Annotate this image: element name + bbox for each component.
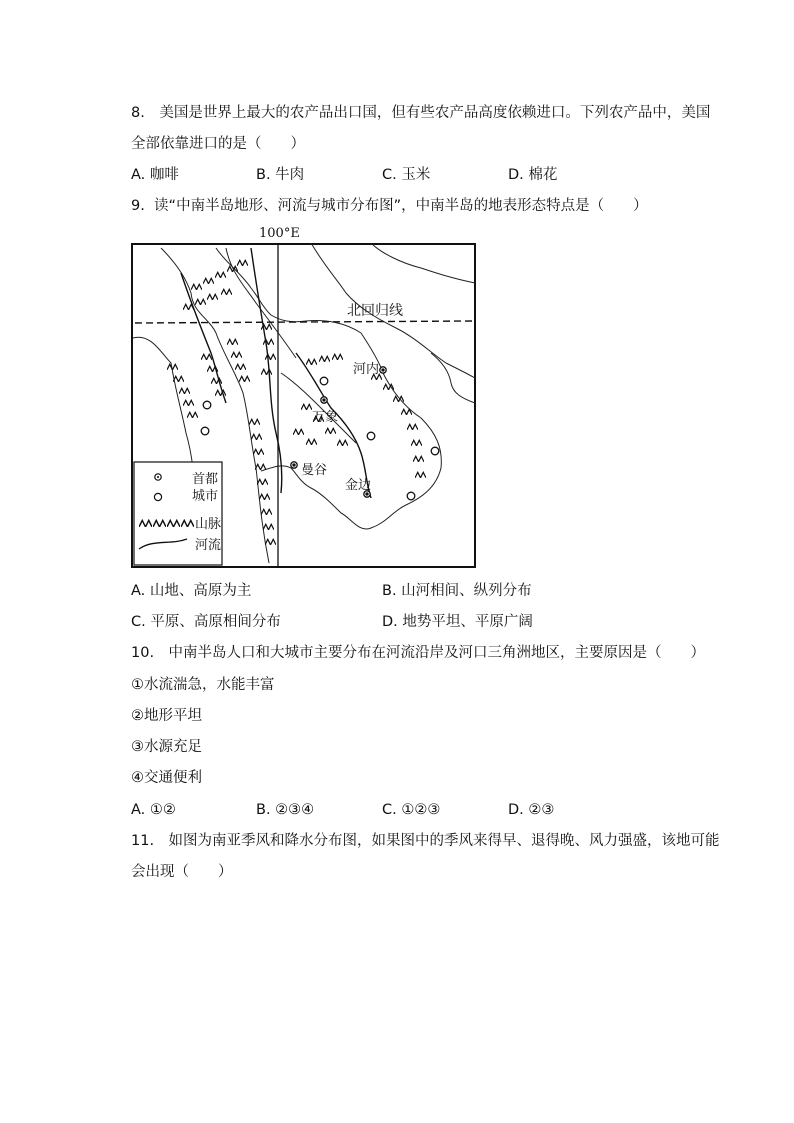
map-longitude-label: 100°E — [259, 226, 300, 241]
q9-stem: 9. 读“中南半岛地形、河流与城市分布图”，中南半岛的地表形态特点是（ ） — [131, 198, 648, 214]
legend-mountains: 山脉 — [195, 517, 222, 532]
city-label-vientiane: 万象 — [312, 410, 339, 425]
q10-stem: 10. 中南半岛人口和大城市主要分布在河流沿岸及河口三角洲地区，主要原因是（ ） — [131, 645, 706, 661]
q10-item-2: ②地形平坦 — [131, 708, 202, 724]
q10-option-c: C. ①②③ — [382, 802, 441, 818]
q8-stem-line1: 8. 美国是世界上最大的农产品出口国，但有些农产品高度依赖进口。下列农产品中，美国 — [131, 105, 711, 121]
q8-option-c: C. 玉米 — [382, 167, 431, 183]
q11-stem-line1: 11. 如图为南亚季风和降水分布图，如果图中的季风来得早、退得晚、风力强盛，该地可能 — [131, 833, 720, 849]
city-label-bangkok: 曼谷 — [301, 463, 328, 478]
q10-option-d: D. ②③ — [508, 802, 555, 818]
q9-option-a: A. 山地、高原为主 — [131, 583, 252, 599]
q10-option-b: B. ②③④ — [256, 802, 315, 818]
legend-capital: 首都 — [192, 472, 219, 487]
q8-option-d: D. 棉花 — [508, 167, 558, 183]
q11-stem-line2: 会出现（ ） — [131, 864, 233, 880]
q9-option-d: D. 地势平坦、平原广阔 — [382, 614, 533, 630]
q10-item-3: ③水源充足 — [131, 739, 202, 755]
legend-city: 城市 — [192, 489, 219, 504]
city-label-hanoi: 河内 — [353, 362, 380, 377]
map-legend — [134, 462, 222, 565]
legend-rivers: 河流 — [195, 538, 222, 553]
q9-option-c: C. 平原、高原相间分布 — [131, 614, 281, 630]
indochina-map — [131, 243, 476, 568]
q8-option-a: A. 咖啡 — [131, 167, 179, 183]
q8-stem-line2: 全部依靠进口的是（ ） — [131, 136, 305, 152]
q10-item-4: ④交通便利 — [131, 770, 202, 786]
tropic-label: 北回归线 — [347, 303, 403, 319]
city-label-phnom-penh: 金边 — [345, 478, 372, 493]
q10-option-a: A. ①② — [131, 802, 176, 818]
q10-item-1: ①水流湍急，水能丰富 — [131, 677, 275, 693]
q8-option-b: B. 牛肉 — [256, 167, 305, 183]
q9-option-b: B. 山河相间、纵列分布 — [382, 583, 532, 599]
